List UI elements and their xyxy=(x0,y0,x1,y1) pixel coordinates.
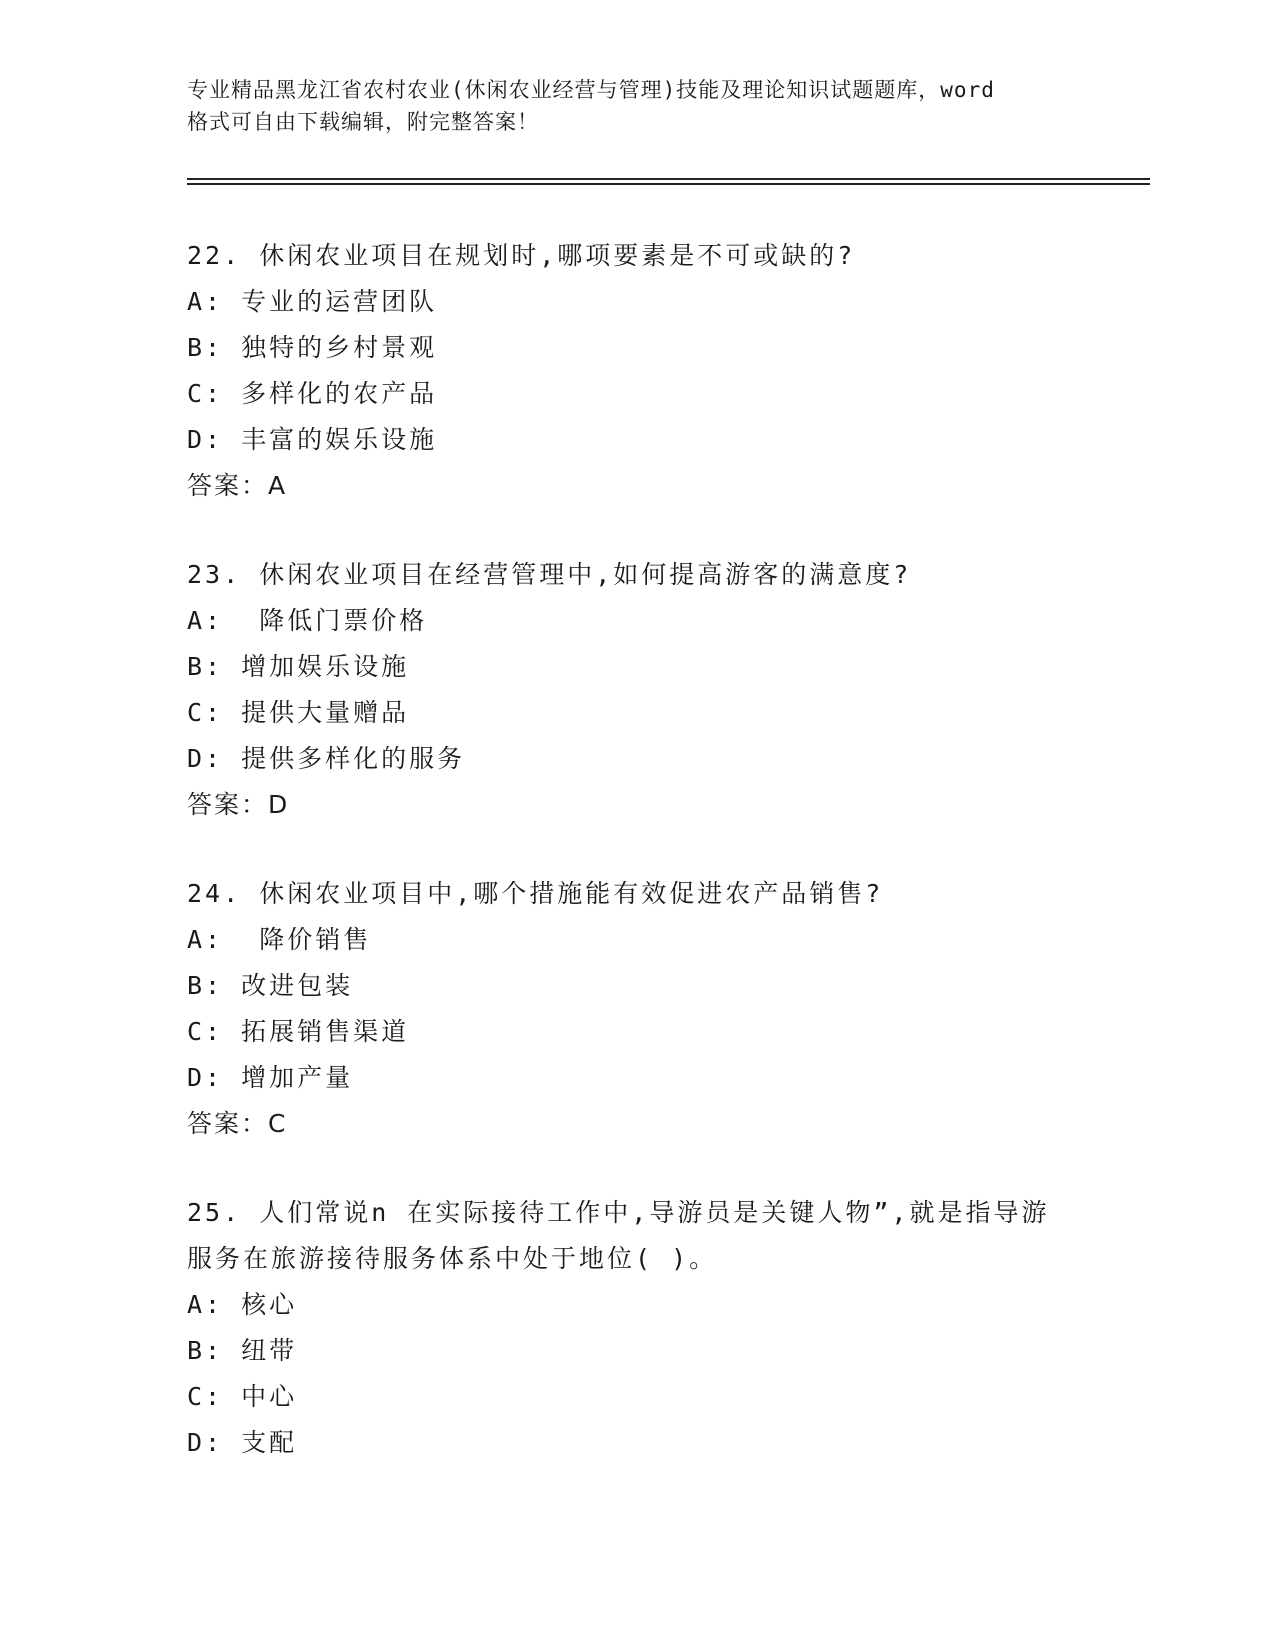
option-b: B: 纽带 xyxy=(187,1336,298,1365)
option-d: D: 增加产量 xyxy=(187,1063,354,1092)
option-b: B: 改进包装 xyxy=(187,971,354,1000)
option-c: C: 中心 xyxy=(187,1382,298,1411)
question-stem-line-2: 服务在旅游接待服务体系中处于地位( )。 xyxy=(187,1244,718,1273)
question-23 xyxy=(187,552,1087,828)
option-c: C: 拓展销售渠道 xyxy=(187,1017,410,1046)
option-c: C: 多样化的农产品 xyxy=(187,379,438,408)
answer: 答案：D xyxy=(187,790,290,819)
question-stem: 22. 休闲农业项目在规划时,哪项要素是不可或缺的? xyxy=(187,241,856,270)
option-b: B: 独特的乡村景观 xyxy=(187,333,438,362)
option-d: D: 支配 xyxy=(187,1428,298,1457)
answer: 答案：A xyxy=(187,471,288,500)
header-line-1: 专业精品黑龙江省农村农业(休闲农业经营与管理)技能及理论知识试题题库，word xyxy=(187,78,995,102)
option-a: A: 核心 xyxy=(187,1290,298,1319)
question-25 xyxy=(187,1190,1087,1466)
question-24 xyxy=(187,871,1087,1147)
question-stem-line-1: 25. 人们常说n 在实际接待工作中,导游员是关键人物”,就是指导游 xyxy=(187,1198,1050,1227)
question-stem: 23. 休闲农业项目在经营管理中,如何提高游客的满意度? xyxy=(187,560,912,589)
option-a: A: 降价销售 xyxy=(187,925,372,954)
document-header xyxy=(187,74,1087,138)
question-22 xyxy=(187,233,1087,509)
answer: 答案：C xyxy=(187,1109,288,1138)
option-d: D: 提供多样化的服务 xyxy=(187,744,466,773)
option-c: C: 提供大量赠品 xyxy=(187,698,410,727)
question-stem: 24. 休闲农业项目中,哪个措施能有效促进农产品销售? xyxy=(187,879,884,908)
option-a: A: 专业的运营团队 xyxy=(187,287,438,316)
header-divider-bottom xyxy=(187,183,1150,185)
header-divider-top xyxy=(187,178,1150,180)
option-d: D: 丰富的娱乐设施 xyxy=(187,425,438,454)
header-line-2: 格式可自由下载编辑，附完整答案！ xyxy=(187,110,539,134)
option-a: A: 降低门票价格 xyxy=(187,606,428,635)
option-b: B: 增加娱乐设施 xyxy=(187,652,410,681)
